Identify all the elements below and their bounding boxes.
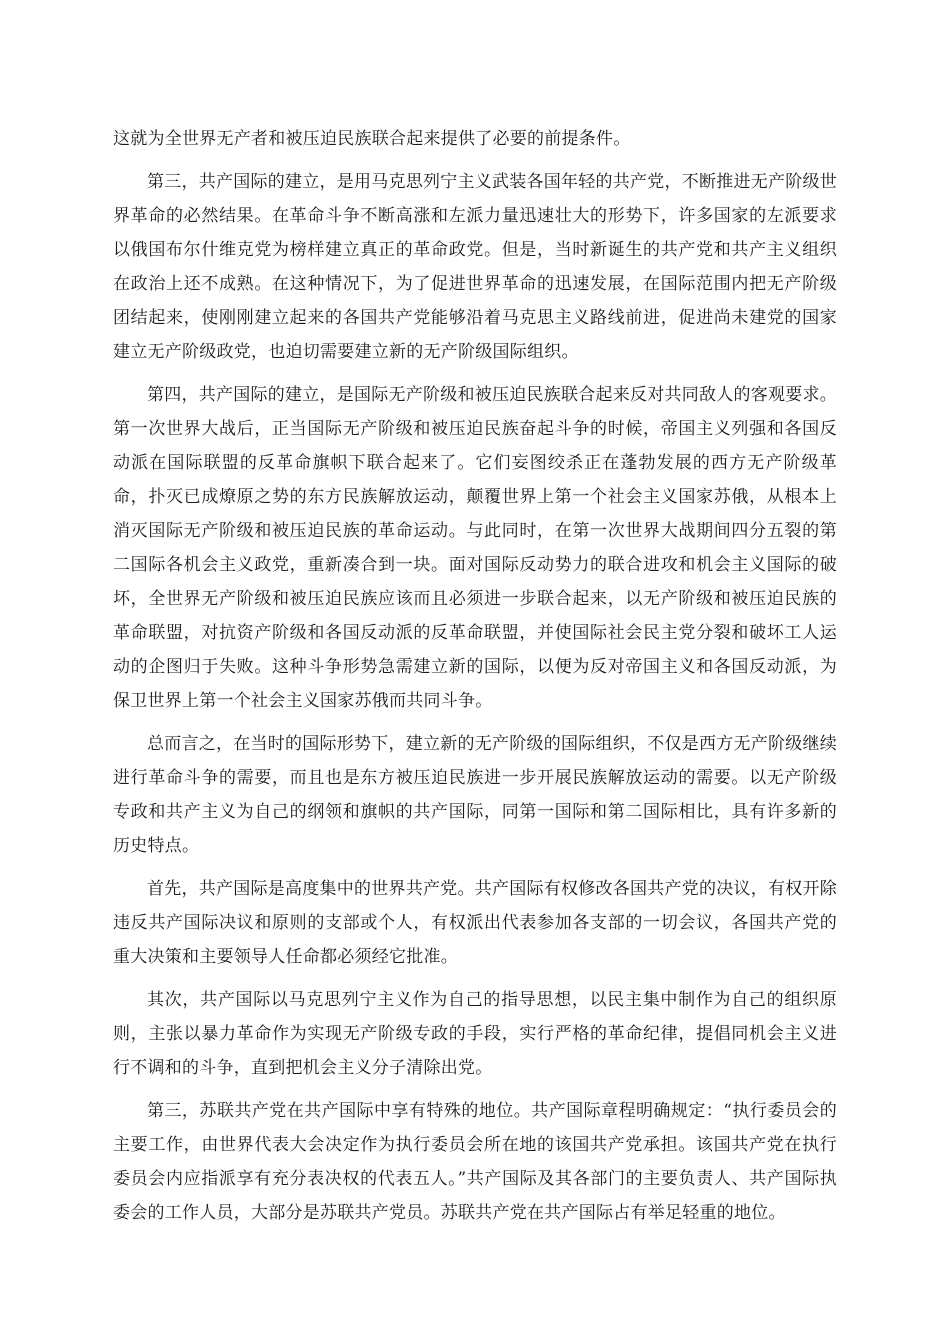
- paragraph-summary: 总而言之，在当时的国际形势下，建立新的无产阶级的国际组织，不仅是西方无产阶级继续进行革命斗争的需要，而且也是东方被压迫民族进一步开展民族解放运动的需要。以无产阶级专政和共产主义为自己的纲领和旗帜的共产国际，同第一国际和第二国际相比，具有许多新的历史特点。: [113, 734, 837, 856]
- paragraph-feature-first: 首先，共产国际是高度集中的世界共产党。共产国际有权修改各国共产党的决议，有权开除违反共产国际决议和原则的支部或个人，有权派出代表参加各支部的一切会议，各国共产党的重大决策和主要领导人任命都必须经它批准。: [113, 879, 837, 967]
- paragraph-third-reason: 第三，共产国际的建立，是用马克思列宁主义武装各国年轻的共产党，不断推进无产阶级世界革命的必然结果。在革命斗争不断高涨和左派力量迅速壮大的形势下，许多国家的左派要求以俄国布尔什维克党为榜样建立真正的革命政党。但是，当时新诞生的共产党和共产主义组织在政治上还不成熟。在这种情况下，为了促进世界革命的迅速发展，在国际范围内把无产阶级团结起来，使刚刚建立起来的各国共产党能够沿着马克思主义路线前进，促进尚未建党的国家建立无产阶级政党，也迫切需要建立新的无产阶级国际组织。: [113, 172, 837, 362]
- paragraph-feature-second: 其次，共产国际以马克思列宁主义作为自己的指导思想，以民主集中制作为自己的组织原则，主张以暴力革命作为实现无产阶级专政的手段，实行严格的革命纪律，提倡同机会主义进行不调和的斗争，直到把机会主义分子清除出党。: [113, 990, 837, 1078]
- paragraph-feature-third: 第三，苏联共产党在共产国际中享有特殊的地位。共产国际章程明确规定：“执行委员会的主要工作，由世界代表大会决定作为执行委员会所在地的该国共产党承担。该国共产党在执行委员会内应指派享有充分表决权的代表五人。”共产国际及其各部门的主要负责人、共产国际执委会的工作人员，大部分是苏联共产党员。苏联共产党在共产国际占有举足轻重的地位。: [113, 1101, 837, 1223]
- document-page: [113, 122, 837, 1239]
- paragraph-fourth-reason: 第四，共产国际的建立，是国际无产阶级和被压迫民族联合起来反对共同敌人的客观要求。第一次世界大战后，正当国际无产阶级和被压迫民族奋起斗争的时候，帝国主义列强和各国反动派在国际联盟的反革命旗帜下联合起来了。它们妄图绞杀正在蓬勃发展的西方无产阶级革命，扑灭已成燎原之势的东方民族解放运动，颠覆世界上第一个社会主义国家苏俄，从根本上消灭国际无产阶级和被压迫民族的革命运动。与此同时，在第一次世界大战期间四分五裂的第二国际各机会主义政党，重新凑合到一块。面对国际反动势力的联合进攻和机会主义国际的破坏，全世界无产阶级和被压迫民族应该而且必须进一步联合起来，以无产阶级和被压迫民族的革命联盟，对抗资产阶级和各国反动派的反革命联盟，并使国际社会民主党分裂和破坏工人运动的企图归于失败。这种斗争形势急需建立新的国际，以便为反对帝国主义和各国反动派，为保卫世界上第一个社会主义国家苏俄而共同斗争。: [113, 385, 837, 711]
- paragraph-continuation: 这就为全世界无产者和被压迫民族联合起来提供了必要的前提条件。: [113, 129, 631, 149]
